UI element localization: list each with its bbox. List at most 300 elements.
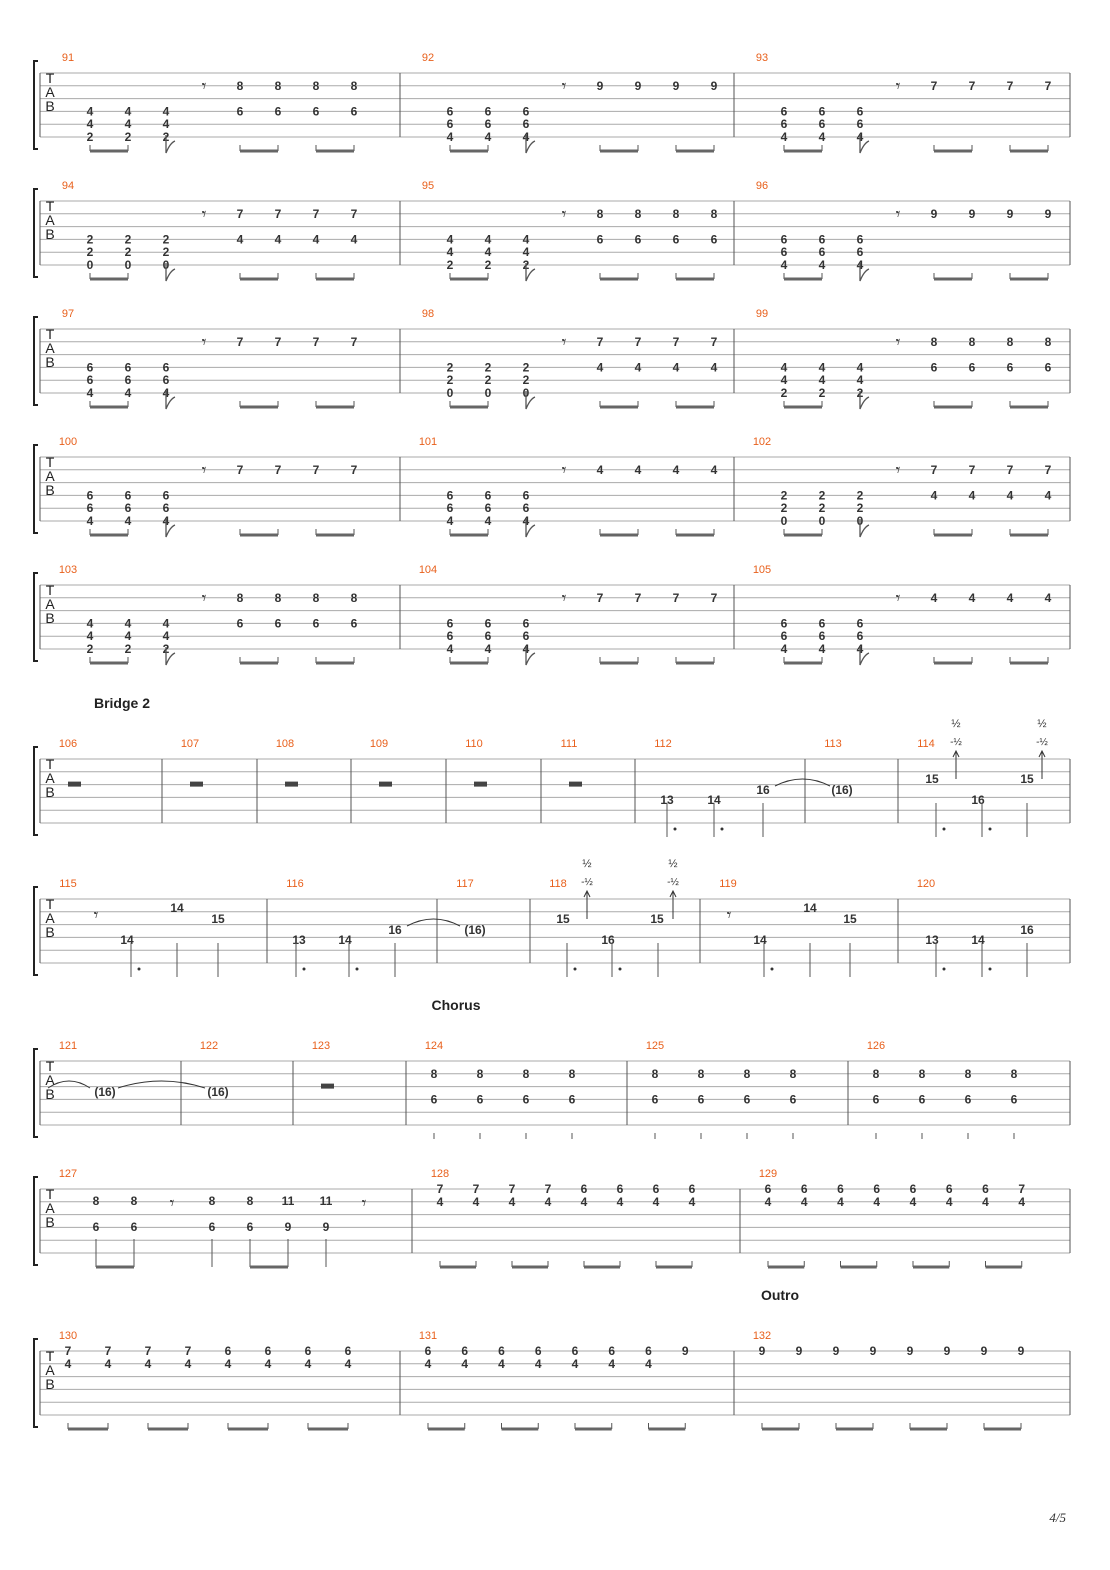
fret-number: 6 bbox=[264, 1344, 272, 1358]
fret-number: 9 bbox=[980, 1344, 988, 1358]
bend-release: -½ bbox=[1036, 737, 1048, 748]
fret-number: 2 bbox=[818, 501, 826, 516]
eighth-rest: 𝄾 bbox=[561, 587, 567, 608]
fret-number: 6 bbox=[856, 629, 864, 644]
eighth-rest: 𝄾 bbox=[561, 331, 567, 352]
fret-number: 4 bbox=[930, 488, 938, 503]
fret-number: 7 bbox=[236, 334, 244, 349]
eighth-rest: 𝄾 bbox=[201, 75, 207, 96]
measure-number: 121 bbox=[58, 1040, 78, 1052]
fret-number: 4 bbox=[1044, 590, 1052, 605]
fret-number: 7 bbox=[236, 462, 244, 477]
fret-number: 14 bbox=[338, 933, 352, 947]
tab-clef-letter: A bbox=[45, 468, 55, 484]
fret-number: 4 bbox=[162, 514, 170, 528]
fret-number: 4 bbox=[162, 117, 170, 132]
measure-number: 111 bbox=[560, 738, 578, 750]
fret-number: 4 bbox=[124, 386, 132, 400]
fret-number: 6 bbox=[616, 1182, 624, 1196]
fret-number: 6 bbox=[1044, 360, 1052, 375]
fret-number: 7 bbox=[634, 590, 642, 605]
dot bbox=[674, 828, 677, 831]
fret-number: 7 bbox=[312, 334, 320, 349]
fret-number: 7 bbox=[672, 590, 680, 605]
fret-number: 8 bbox=[1010, 1066, 1018, 1081]
tab-clef-letter: T bbox=[45, 896, 55, 912]
fret-number: 6 bbox=[697, 1092, 705, 1107]
tab-clef-letter: T bbox=[45, 198, 55, 214]
fret-number: 6 bbox=[909, 1182, 917, 1196]
measure-number: 124 bbox=[424, 1040, 444, 1052]
fret-number: 8 bbox=[274, 590, 282, 605]
fret-number: 15 bbox=[1020, 772, 1034, 786]
fret-number: 6 bbox=[982, 1182, 989, 1196]
fret-number: 4 bbox=[780, 373, 788, 388]
fret-number: 7 bbox=[968, 78, 976, 93]
fret-number: 4 bbox=[688, 1194, 696, 1209]
fret-number: 4 bbox=[780, 258, 788, 272]
fret-number: 0 bbox=[818, 514, 826, 528]
fret-number: 7 bbox=[184, 1344, 192, 1358]
fret-number: 4 bbox=[837, 1194, 844, 1209]
fret-number: 8 bbox=[1044, 334, 1052, 349]
fret-number: 13 bbox=[660, 793, 674, 807]
fret-number: 2 bbox=[856, 501, 864, 516]
fret-number: 7 bbox=[436, 1182, 444, 1196]
eighth-rest: 𝄾 bbox=[561, 203, 567, 224]
measure-number: 119 bbox=[719, 878, 737, 890]
fret-number: 6 bbox=[274, 616, 282, 631]
fret-number: 6 bbox=[818, 616, 826, 631]
fret-number: 4 bbox=[162, 629, 170, 644]
fret-number: 4 bbox=[274, 232, 282, 247]
measure-number: 93 bbox=[755, 52, 769, 64]
measure-number: 118 bbox=[549, 878, 567, 890]
tab-system bbox=[34, 564, 1070, 665]
fret-number: 4 bbox=[616, 1194, 624, 1209]
measure-number: 104 bbox=[418, 564, 438, 576]
eighth-rest: 𝄾 bbox=[201, 587, 207, 608]
system-bracket bbox=[34, 1177, 38, 1265]
fret-number: 2 bbox=[484, 373, 492, 388]
fret-number: 4 bbox=[86, 386, 94, 400]
fret-number: 7 bbox=[144, 1344, 152, 1358]
fret-number: 4 bbox=[472, 1194, 480, 1209]
tab-clef-letter: B bbox=[45, 610, 55, 626]
fret-number: 9 bbox=[832, 1344, 840, 1358]
fret-number: 4 bbox=[856, 360, 864, 375]
fret-number: 8 bbox=[208, 1194, 216, 1208]
bend-amount: ½ bbox=[668, 858, 678, 870]
fret-number: 4 bbox=[710, 360, 718, 375]
fret-number: 4 bbox=[856, 130, 864, 144]
tab-clef-letter: B bbox=[45, 482, 55, 498]
fret-number: 2 bbox=[446, 373, 454, 388]
measure-number: 112 bbox=[654, 738, 672, 750]
bend-release: -½ bbox=[950, 737, 962, 748]
fret-number: 15 bbox=[843, 912, 857, 926]
fret-number: 6 bbox=[818, 104, 826, 119]
measure-number: 96 bbox=[755, 180, 769, 192]
fret-number: 6 bbox=[446, 104, 454, 119]
fret-number: 2 bbox=[818, 386, 826, 400]
dot bbox=[721, 828, 724, 831]
fret-number: 9 bbox=[284, 1220, 292, 1234]
fret-number: 6 bbox=[571, 1344, 579, 1358]
fret-number: 6 bbox=[522, 104, 530, 119]
fret-number: 2 bbox=[522, 258, 530, 272]
fret-number: 2 bbox=[86, 245, 94, 260]
dot bbox=[303, 968, 306, 971]
measure-number: 99 bbox=[755, 308, 769, 320]
fret-number: 8 bbox=[246, 1194, 254, 1208]
fret-number: 6 bbox=[800, 1182, 808, 1196]
tab-system bbox=[34, 180, 1070, 281]
fret-number: 7 bbox=[544, 1182, 552, 1196]
fret-number: 8 bbox=[672, 206, 680, 221]
tab-clef-letter: T bbox=[45, 454, 55, 470]
tab-clef-letter: A bbox=[45, 910, 55, 926]
fret-number: 4 bbox=[484, 130, 492, 144]
fret-number: 4 bbox=[436, 1194, 444, 1209]
fret-number: 4 bbox=[498, 1356, 505, 1371]
fret-number: 9 bbox=[795, 1344, 803, 1358]
fret-number: 8 bbox=[697, 1066, 705, 1081]
fret-number: 4 bbox=[350, 232, 358, 247]
measure-number: 128 bbox=[430, 1168, 450, 1180]
system-bracket bbox=[34, 573, 38, 661]
measure-number: 108 bbox=[275, 738, 295, 750]
fret-number: 6 bbox=[818, 245, 826, 260]
fret-number: 6 bbox=[764, 1182, 772, 1196]
fret-number: 4 bbox=[544, 1194, 552, 1209]
fret-number: 8 bbox=[130, 1194, 138, 1208]
fret-number: 6 bbox=[476, 1092, 484, 1107]
fret-number: 6 bbox=[596, 232, 604, 247]
bend-release: -½ bbox=[667, 877, 679, 888]
fret-number: 6 bbox=[580, 1182, 588, 1196]
fret-number: 6 bbox=[872, 1092, 880, 1107]
fret-number: 4 bbox=[104, 1356, 112, 1371]
fret-number: 7 bbox=[274, 206, 282, 221]
eighth-rest: 𝄾 bbox=[895, 587, 901, 608]
eighth-rest: 𝄾 bbox=[361, 1193, 367, 1213]
fret-number: 6 bbox=[236, 616, 244, 631]
dot bbox=[574, 968, 577, 971]
fret-number: 6 bbox=[780, 245, 788, 260]
bend-arrow bbox=[670, 891, 676, 919]
fret-number: 11 bbox=[281, 1194, 295, 1208]
tab-clef-letter: T bbox=[45, 326, 55, 342]
fret-number: 6 bbox=[522, 616, 530, 631]
fret-number: 6 bbox=[350, 616, 358, 631]
measure-number: 110 bbox=[465, 738, 483, 750]
fret-number: 6 bbox=[92, 1220, 100, 1234]
fret-number: 6 bbox=[688, 1182, 696, 1196]
measure-number: 95 bbox=[421, 180, 435, 192]
fret-number: 0 bbox=[780, 514, 788, 528]
fret-number: 0 bbox=[856, 514, 864, 528]
fret-number: 4 bbox=[856, 373, 864, 388]
measure-number: 105 bbox=[752, 564, 772, 576]
fret-number: 7 bbox=[1018, 1182, 1026, 1196]
fret-number: 7 bbox=[472, 1182, 480, 1196]
fret-number: 7 bbox=[930, 78, 938, 93]
fret-number: 8 bbox=[743, 1066, 751, 1081]
fret-number: 7 bbox=[710, 590, 718, 605]
tab-clef-letter: B bbox=[45, 98, 55, 114]
fret-number: 4 bbox=[818, 360, 826, 375]
fret-number: 4 bbox=[764, 1194, 772, 1209]
fret-number: 7 bbox=[236, 206, 244, 221]
measure-number: 98 bbox=[421, 308, 435, 320]
measure-number: 114 bbox=[917, 738, 935, 750]
fret-number: 4 bbox=[86, 104, 94, 119]
dot bbox=[943, 828, 946, 831]
system-bracket bbox=[34, 1049, 38, 1137]
tab-clef-letter: T bbox=[45, 756, 55, 772]
measure-number: 132 bbox=[752, 1330, 772, 1342]
fret-number: 4 bbox=[522, 245, 530, 260]
fret-number: 4 bbox=[484, 642, 492, 656]
fret-number: 8 bbox=[522, 1066, 530, 1081]
page-number: 4/5 bbox=[1049, 1510, 1066, 1525]
fret-number: 4 bbox=[264, 1356, 272, 1371]
fret-number: 16 bbox=[601, 933, 615, 947]
fret-number: 6 bbox=[945, 1182, 953, 1196]
fret-number: 4 bbox=[780, 642, 788, 656]
fret-number: 4 bbox=[780, 130, 788, 144]
fret-number: (16) bbox=[94, 1085, 116, 1099]
dot bbox=[356, 968, 359, 971]
fret-number: 15 bbox=[650, 912, 664, 926]
fret-number: 8 bbox=[651, 1066, 659, 1081]
fret-number: 7 bbox=[672, 334, 680, 349]
fret-number: 4 bbox=[945, 1194, 953, 1209]
fret-number: 6 bbox=[224, 1344, 232, 1358]
tab-system bbox=[34, 997, 1070, 1139]
whole-rest bbox=[379, 782, 392, 787]
fret-number: 6 bbox=[446, 616, 454, 631]
fret-number: 6 bbox=[1010, 1092, 1018, 1107]
dot bbox=[771, 968, 774, 971]
fret-number: 6 bbox=[789, 1092, 797, 1107]
measure-number: 115 bbox=[59, 878, 77, 890]
tab-clef-letter: A bbox=[45, 212, 55, 228]
fret-number: 6 bbox=[837, 1182, 844, 1196]
fret-number: 2 bbox=[124, 245, 132, 260]
fret-number: 6 bbox=[430, 1092, 438, 1107]
system-bracket bbox=[34, 747, 38, 835]
fret-number: 6 bbox=[208, 1220, 216, 1234]
fret-number: 6 bbox=[484, 104, 492, 119]
eighth-rest: 𝄾 bbox=[895, 331, 901, 352]
fret-number: 4 bbox=[304, 1356, 312, 1371]
fret-number: 2 bbox=[856, 386, 864, 400]
fret-number: 4 bbox=[484, 245, 492, 260]
fret-number: 6 bbox=[86, 360, 94, 375]
fret-number: 6 bbox=[968, 360, 976, 375]
fret-number: 6 bbox=[856, 616, 864, 631]
fret-number: 6 bbox=[743, 1092, 751, 1107]
fret-number: 6 bbox=[446, 117, 454, 132]
system-bracket bbox=[34, 887, 38, 975]
tab-system bbox=[34, 1168, 1070, 1267]
tab-system bbox=[34, 878, 1070, 975]
fret-number: 2 bbox=[484, 258, 492, 272]
fret-number: 6 bbox=[130, 1220, 138, 1234]
fret-number: 4 bbox=[224, 1356, 232, 1371]
fret-number: 0 bbox=[446, 386, 454, 400]
section-label: Chorus bbox=[431, 997, 481, 1013]
fret-number: 6 bbox=[124, 360, 132, 375]
fret-number: (16) bbox=[464, 923, 486, 937]
eighth-rest: 𝄾 bbox=[895, 203, 901, 224]
tab-clef-letter: T bbox=[45, 70, 55, 86]
fret-number: 8 bbox=[968, 334, 976, 349]
fret-number: 9 bbox=[710, 78, 718, 93]
fret-number: 7 bbox=[596, 334, 604, 349]
fret-number: 4 bbox=[1018, 1194, 1026, 1209]
fret-number: 4 bbox=[86, 616, 94, 631]
fret-number: 9 bbox=[968, 206, 976, 221]
fret-number: 2 bbox=[162, 245, 170, 260]
measure-number: 113 bbox=[824, 738, 842, 750]
fret-number: 4 bbox=[86, 117, 94, 132]
bend-amount: ½ bbox=[1037, 718, 1047, 730]
fret-number: 6 bbox=[1006, 360, 1014, 375]
fret-number: 6 bbox=[780, 232, 788, 247]
fret-number: 6 bbox=[856, 117, 864, 132]
fret-number: 6 bbox=[710, 232, 718, 247]
fret-number: 9 bbox=[672, 78, 680, 93]
fret-number: 4 bbox=[818, 642, 826, 656]
tab-clef-letter: A bbox=[45, 1072, 55, 1088]
fret-number: 4 bbox=[86, 629, 94, 644]
fret-number: 4 bbox=[461, 1356, 469, 1371]
fret-number: 6 bbox=[446, 629, 454, 644]
fret-number: 7 bbox=[104, 1344, 112, 1358]
fret-number: 7 bbox=[930, 462, 938, 477]
fret-number: 7 bbox=[350, 334, 358, 349]
fret-number: 4 bbox=[236, 232, 244, 247]
measure-number: 91 bbox=[61, 52, 75, 64]
fret-number: 6 bbox=[780, 117, 788, 132]
fret-number: 8 bbox=[350, 590, 358, 605]
fret-number: 9 bbox=[1017, 1344, 1025, 1358]
fret-number: 9 bbox=[1006, 206, 1014, 221]
measure-number: 109 bbox=[369, 738, 389, 750]
fret-number: 9 bbox=[869, 1344, 877, 1358]
fret-number: 4 bbox=[652, 1194, 660, 1209]
fret-number: 8 bbox=[964, 1066, 972, 1081]
whole-rest bbox=[474, 782, 487, 787]
fret-number: 4 bbox=[780, 360, 788, 375]
fret-number: 2 bbox=[818, 488, 826, 503]
fret-number: 4 bbox=[856, 642, 864, 656]
fret-number: 4 bbox=[534, 1356, 542, 1371]
fret-number: 9 bbox=[1044, 206, 1052, 221]
fret-number: 16 bbox=[1020, 923, 1034, 937]
fret-number: 0 bbox=[124, 258, 132, 272]
fret-number: 4 bbox=[672, 462, 680, 477]
fret-number: 4 bbox=[522, 232, 530, 247]
tab-clef-letter: B bbox=[45, 924, 55, 940]
fret-number: 4 bbox=[818, 130, 826, 144]
fret-number: 4 bbox=[124, 629, 132, 644]
fret-number: 16 bbox=[388, 923, 402, 937]
fret-number: 6 bbox=[856, 104, 864, 119]
fret-number: 4 bbox=[144, 1356, 152, 1371]
fret-number: 6 bbox=[534, 1344, 542, 1358]
fret-number: 4 bbox=[124, 117, 132, 132]
fret-number: 7 bbox=[596, 590, 604, 605]
fret-number: 4 bbox=[484, 514, 492, 528]
tab-clef-letter: A bbox=[45, 340, 55, 356]
fret-number: 9 bbox=[906, 1344, 914, 1358]
fret-number: 6 bbox=[645, 1344, 652, 1358]
system-bracket bbox=[34, 1339, 38, 1427]
fret-number: 4 bbox=[344, 1356, 352, 1371]
tab-clef-letter: B bbox=[45, 226, 55, 242]
fret-number: 6 bbox=[274, 104, 282, 119]
fret-number: 2 bbox=[124, 130, 132, 144]
fret-number: 6 bbox=[873, 1182, 881, 1196]
fret-number: 6 bbox=[162, 501, 170, 516]
fret-number: 4 bbox=[818, 258, 826, 272]
fret-number: 6 bbox=[818, 117, 826, 132]
fret-number: 2 bbox=[780, 488, 788, 503]
fret-number: 7 bbox=[350, 206, 358, 221]
tab-system bbox=[34, 308, 1070, 409]
fret-number: 7 bbox=[710, 334, 718, 349]
fret-number: 15 bbox=[925, 772, 939, 786]
fret-number: 6 bbox=[522, 117, 530, 132]
dot bbox=[619, 968, 622, 971]
fret-number: 11 bbox=[319, 1194, 333, 1208]
fret-number: 6 bbox=[818, 232, 826, 247]
fret-number: 8 bbox=[430, 1066, 438, 1081]
bend-amount: ½ bbox=[951, 718, 961, 730]
measure-number: 101 bbox=[418, 436, 438, 448]
system-bracket bbox=[34, 317, 38, 405]
whole-rest bbox=[190, 782, 203, 787]
fret-number: 6 bbox=[86, 373, 94, 388]
bend-amount: ½ bbox=[582, 858, 592, 870]
fret-number: 16 bbox=[756, 783, 770, 797]
fret-number: 4 bbox=[522, 130, 530, 144]
fret-number: 4 bbox=[909, 1194, 917, 1209]
tab-system bbox=[34, 695, 1070, 835]
fret-number: 7 bbox=[274, 334, 282, 349]
fret-number: 8 bbox=[1006, 334, 1014, 349]
fret-number: 6 bbox=[304, 1344, 312, 1358]
fret-number: 8 bbox=[476, 1066, 484, 1081]
tab-clef-letter: B bbox=[45, 1214, 55, 1230]
fret-number: 6 bbox=[522, 488, 530, 503]
dot bbox=[138, 968, 141, 971]
measure-number: 129 bbox=[758, 1168, 778, 1180]
fret-number: 4 bbox=[571, 1356, 579, 1371]
fret-number: 14 bbox=[170, 901, 184, 915]
fret-number: 8 bbox=[92, 1194, 100, 1208]
section-label: Bridge 2 bbox=[93, 695, 151, 711]
fret-number: 6 bbox=[124, 501, 132, 516]
fret-number: 4 bbox=[982, 1194, 989, 1209]
fret-number: 4 bbox=[800, 1194, 808, 1209]
fret-number: 6 bbox=[484, 501, 492, 516]
fret-number: 9 bbox=[758, 1344, 766, 1358]
